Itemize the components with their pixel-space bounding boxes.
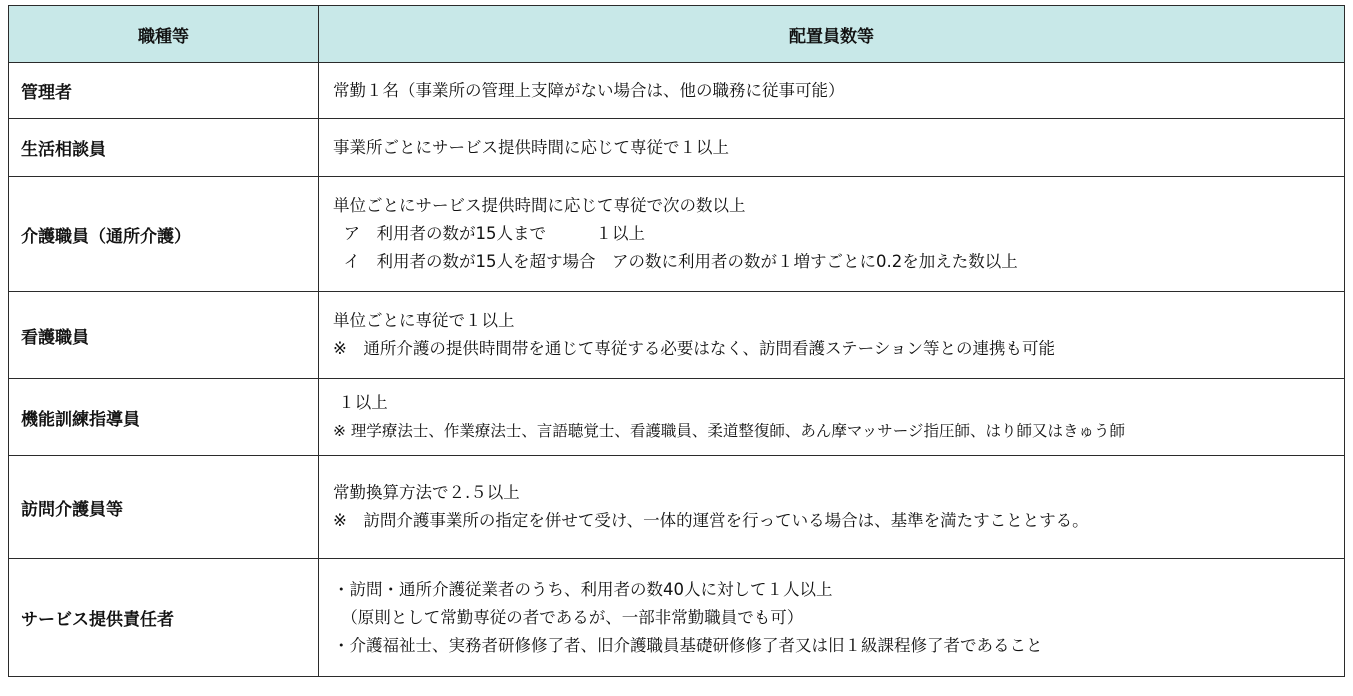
role-cell: 介護職員（通所介護） bbox=[9, 177, 319, 292]
table-row bbox=[9, 559, 1345, 677]
requirement-line: 常勤換算方法で２.５以上 bbox=[333, 483, 520, 502]
requirement-cell bbox=[319, 292, 1345, 379]
requirement-cell bbox=[319, 559, 1345, 677]
role-cell: サービス提供責任者 bbox=[9, 559, 319, 677]
table-row bbox=[9, 119, 1345, 177]
staffing-table-container bbox=[8, 5, 1344, 677]
table-row bbox=[9, 177, 1345, 292]
requirement-line: ※ 訪問介護事業所の指定を併せて受け、一体的運営を行っている場合は、基準を満たすこととする。 bbox=[333, 511, 1089, 530]
table-header-row bbox=[9, 6, 1345, 63]
requirement-line: 単位ごとに専従で１以上 bbox=[333, 311, 515, 330]
requirement-cell bbox=[319, 119, 1345, 177]
requirement-line: １以上 bbox=[333, 393, 388, 412]
staffing-requirements-table bbox=[8, 5, 1345, 677]
requirement-line: 常勤１名（事業所の管理上支障がない場合は、他の職務に従事可能） bbox=[333, 80, 845, 100]
requirement-line: ア 利用者の数が15人まで １以上 bbox=[333, 224, 645, 243]
requirement-line: ※ 通所介護の提供時間帯を通じて専従する必要はなく、訪問看護ステーション等との連携も可能 bbox=[333, 339, 1056, 358]
requirement-line: 単位ごとにサービス提供時間に応じて専従で次の数以上 bbox=[333, 196, 746, 215]
requirement-cell bbox=[319, 379, 1345, 456]
role-cell: 訪問介護員等 bbox=[9, 456, 319, 559]
table-row bbox=[9, 292, 1345, 379]
requirement-line: ・介護福祉士、実務者研修修了者、旧介護職員基礎研修修了者又は旧１級課程修了者であること bbox=[333, 635, 1043, 655]
table-row bbox=[9, 63, 1345, 119]
table-row bbox=[9, 456, 1345, 559]
requirement-line: イ 利用者の数が15人を超す場合 アの数に利用者の数が１増すごとに0.2を加えた数以上 bbox=[333, 252, 1018, 271]
table-row bbox=[9, 379, 1345, 456]
header-staffing-count: 配置員数等 bbox=[319, 6, 1345, 63]
requirement-cell bbox=[319, 177, 1345, 292]
requirement-line: ・訪問・通所介護従業者のうち、利用者の数40人に対して１人以上 bbox=[333, 579, 833, 599]
requirement-line: （原則として常勤専従の者であるが、一部非常勤職員でも可） bbox=[333, 607, 804, 627]
requirement-cell bbox=[319, 456, 1345, 559]
requirement-cell bbox=[319, 63, 1345, 119]
role-cell: 看護職員 bbox=[9, 292, 319, 379]
requirement-line: 事業所ごとにサービス提供時間に応じて専従で１以上 bbox=[333, 137, 729, 157]
requirement-line: ※ 理学療法士、作業療法士、言語聴覚士、看護職員、柔道整復師、あん摩マッサージ指圧師、はり師又はきゅう師 bbox=[333, 422, 1125, 440]
role-cell: 管理者 bbox=[9, 63, 319, 119]
header-job-type: 職種等 bbox=[9, 6, 319, 63]
role-cell: 生活相談員 bbox=[9, 119, 319, 177]
role-cell: 機能訓練指導員 bbox=[9, 379, 319, 456]
